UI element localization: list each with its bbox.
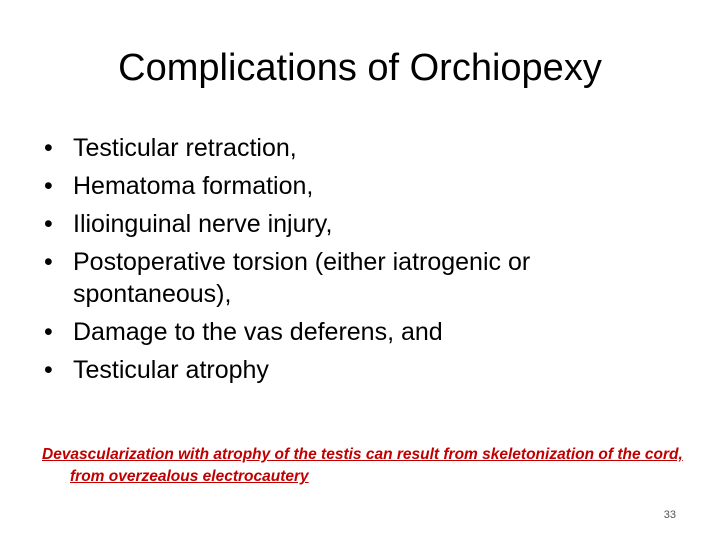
bullet-item bbox=[44, 132, 684, 164]
bullet-text: Testicular atrophy bbox=[73, 356, 269, 384]
bullet-icon: • bbox=[44, 248, 53, 276]
bullet-list bbox=[44, 132, 684, 392]
bullet-text: Postoperative torsion (either iatrogenic or spontaneous), bbox=[73, 248, 531, 308]
footnote: Devascularization with atrophy of the testis can result from skeletonization of the cord, from overzealous electrocautery bbox=[42, 446, 683, 485]
bullet-icon: • bbox=[44, 318, 53, 346]
bullet-item bbox=[44, 170, 684, 202]
bullet-item bbox=[44, 246, 684, 310]
page-number: 33 bbox=[663, 509, 676, 521]
bullet-text: Ilioinguinal nerve injury, bbox=[73, 210, 333, 238]
bullet-icon: • bbox=[44, 172, 53, 200]
bullet-icon: • bbox=[44, 134, 53, 162]
bullet-item bbox=[44, 208, 684, 240]
slide-title: Complications of Orchiopexy bbox=[118, 47, 602, 89]
bullet-text: Hematoma formation, bbox=[73, 172, 314, 200]
bullet-item bbox=[44, 354, 684, 386]
bullet-text: Damage to the vas deferens, and bbox=[73, 318, 443, 346]
bullet-text: Testicular retraction, bbox=[73, 134, 297, 162]
bullet-icon: • bbox=[44, 356, 53, 384]
bullet-item bbox=[44, 316, 684, 348]
bullet-icon: • bbox=[44, 210, 53, 238]
